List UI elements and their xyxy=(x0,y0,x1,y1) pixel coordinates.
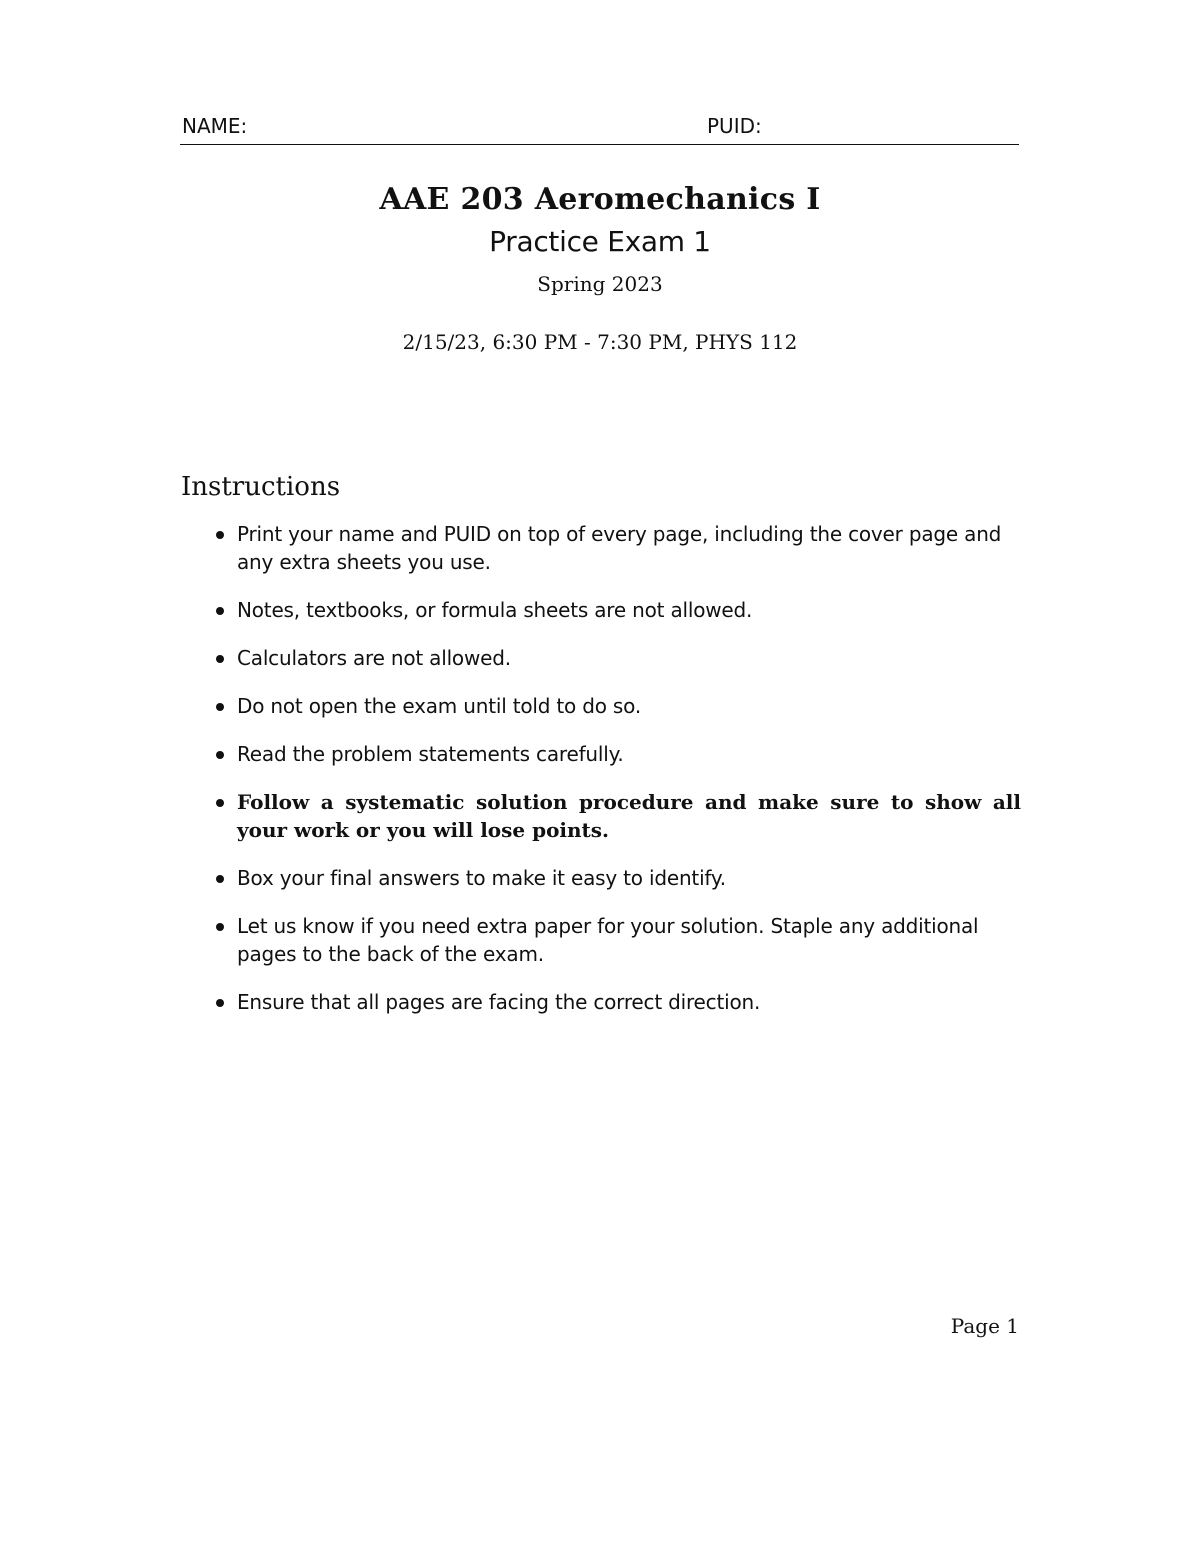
instruction-text: Print your name and PUID on top of every page, including the cover page and any extra sheets you use. xyxy=(237,522,1002,574)
instruction-text: Calculators are not allowed. xyxy=(237,646,511,670)
bullet-icon xyxy=(216,751,224,759)
instruction-item xyxy=(181,644,1021,672)
bullet-icon xyxy=(216,531,224,539)
page-number: Page 1 xyxy=(950,1314,1019,1338)
bullet-icon xyxy=(216,999,224,1007)
exam-term: Spring 2023 xyxy=(537,272,663,296)
instruction-item xyxy=(181,740,1021,768)
instruction-text: Read the problem statements carefully. xyxy=(237,742,624,766)
instruction-item xyxy=(181,596,1021,624)
name-puid-header xyxy=(180,114,1019,145)
course-title: AAE 203 Aeromechanics I xyxy=(379,182,821,217)
instruction-item xyxy=(181,988,1021,1016)
bullet-icon xyxy=(216,607,224,615)
bullet-icon xyxy=(216,655,224,663)
instruction-item xyxy=(181,864,1021,892)
instruction-text: Follow a systematic solution procedure and make sure to show all your work or you will lose points. xyxy=(237,790,1021,842)
exam-title: Practice Exam 1 xyxy=(489,225,711,258)
name-label: NAME: xyxy=(182,114,248,138)
instruction-item xyxy=(181,520,1021,576)
instructions-heading: Instructions xyxy=(181,472,341,502)
instruction-text: Notes, textbooks, or formula sheets are not allowed. xyxy=(237,598,753,622)
instruction-text: Ensure that all pages are facing the correct direction. xyxy=(237,990,761,1014)
bullet-icon xyxy=(216,923,224,931)
instruction-item xyxy=(181,692,1021,720)
exam-schedule: 2/15/23, 6:30 PM - 7:30 PM, PHYS 112 xyxy=(402,330,798,354)
puid-label: PUID: xyxy=(707,114,762,138)
instruction-text: Let us know if you need extra paper for your solution. Staple any additional pages to the back of the exam. xyxy=(237,914,979,966)
instruction-item-emphasized xyxy=(181,788,1021,844)
instructions-list xyxy=(181,520,1021,1036)
bullet-icon xyxy=(216,703,224,711)
bullet-icon xyxy=(216,799,224,807)
instruction-item xyxy=(181,912,1021,968)
instruction-text: Do not open the exam until told to do so. xyxy=(237,694,641,718)
bullet-icon xyxy=(216,875,224,883)
instruction-text: Box your final answers to make it easy to identify. xyxy=(237,866,726,890)
